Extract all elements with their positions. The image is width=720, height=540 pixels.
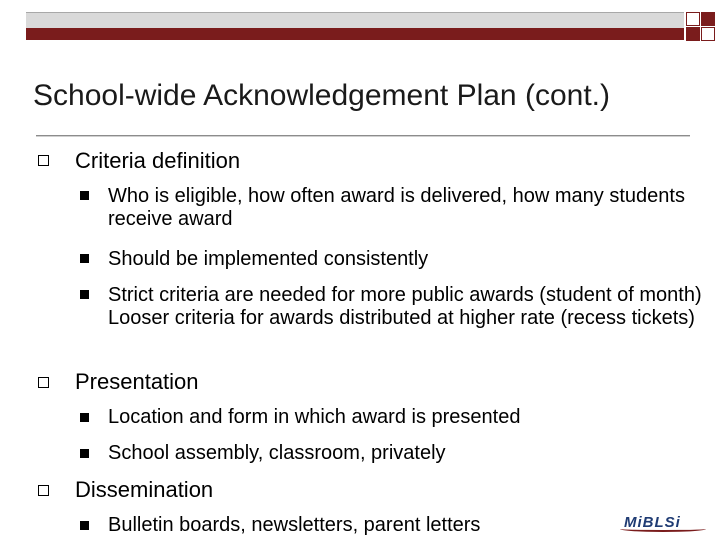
- section-presentation: Presentation: [75, 369, 199, 394]
- filled-square-bullet-icon: [80, 449, 89, 458]
- hollow-square-bullet-icon: [38, 377, 49, 388]
- filled-square-bullet-icon: [80, 191, 89, 200]
- section-dissemination: Dissemination: [75, 477, 214, 502]
- filled-square-bullet-icon: [80, 413, 89, 422]
- list-item: Bulletin boards, newsletters, parent letters: [108, 514, 481, 536]
- hollow-square-bullet-icon: [38, 155, 49, 166]
- logo-text: MiBLSi: [624, 514, 681, 531]
- filled-square-bullet-icon: [80, 254, 89, 263]
- list-item: School assembly, classroom, privately: [108, 442, 446, 464]
- list-item: Who is eligible, how often award is delivered, how many students receive award: [108, 185, 685, 230]
- logo-swoosh-icon: [620, 526, 706, 532]
- filled-square-bullet-icon: [80, 521, 89, 530]
- list-item: Strict criteria are needed for more public awards (student of month) Looser criteria for awards distributed at higher rate (recess tickets): [108, 284, 702, 329]
- filled-square-bullet-icon: [80, 290, 89, 299]
- slide-title: School-wide Acknowledgement Plan (cont.): [33, 79, 610, 112]
- hollow-square-bullet-icon: [38, 485, 49, 496]
- list-item: Should be implemented consistently: [108, 248, 429, 270]
- miblsi-logo: [612, 508, 712, 536]
- list-item: Location and form in which award is presented: [108, 406, 521, 428]
- section-criteria-definition: Criteria definition: [75, 148, 241, 173]
